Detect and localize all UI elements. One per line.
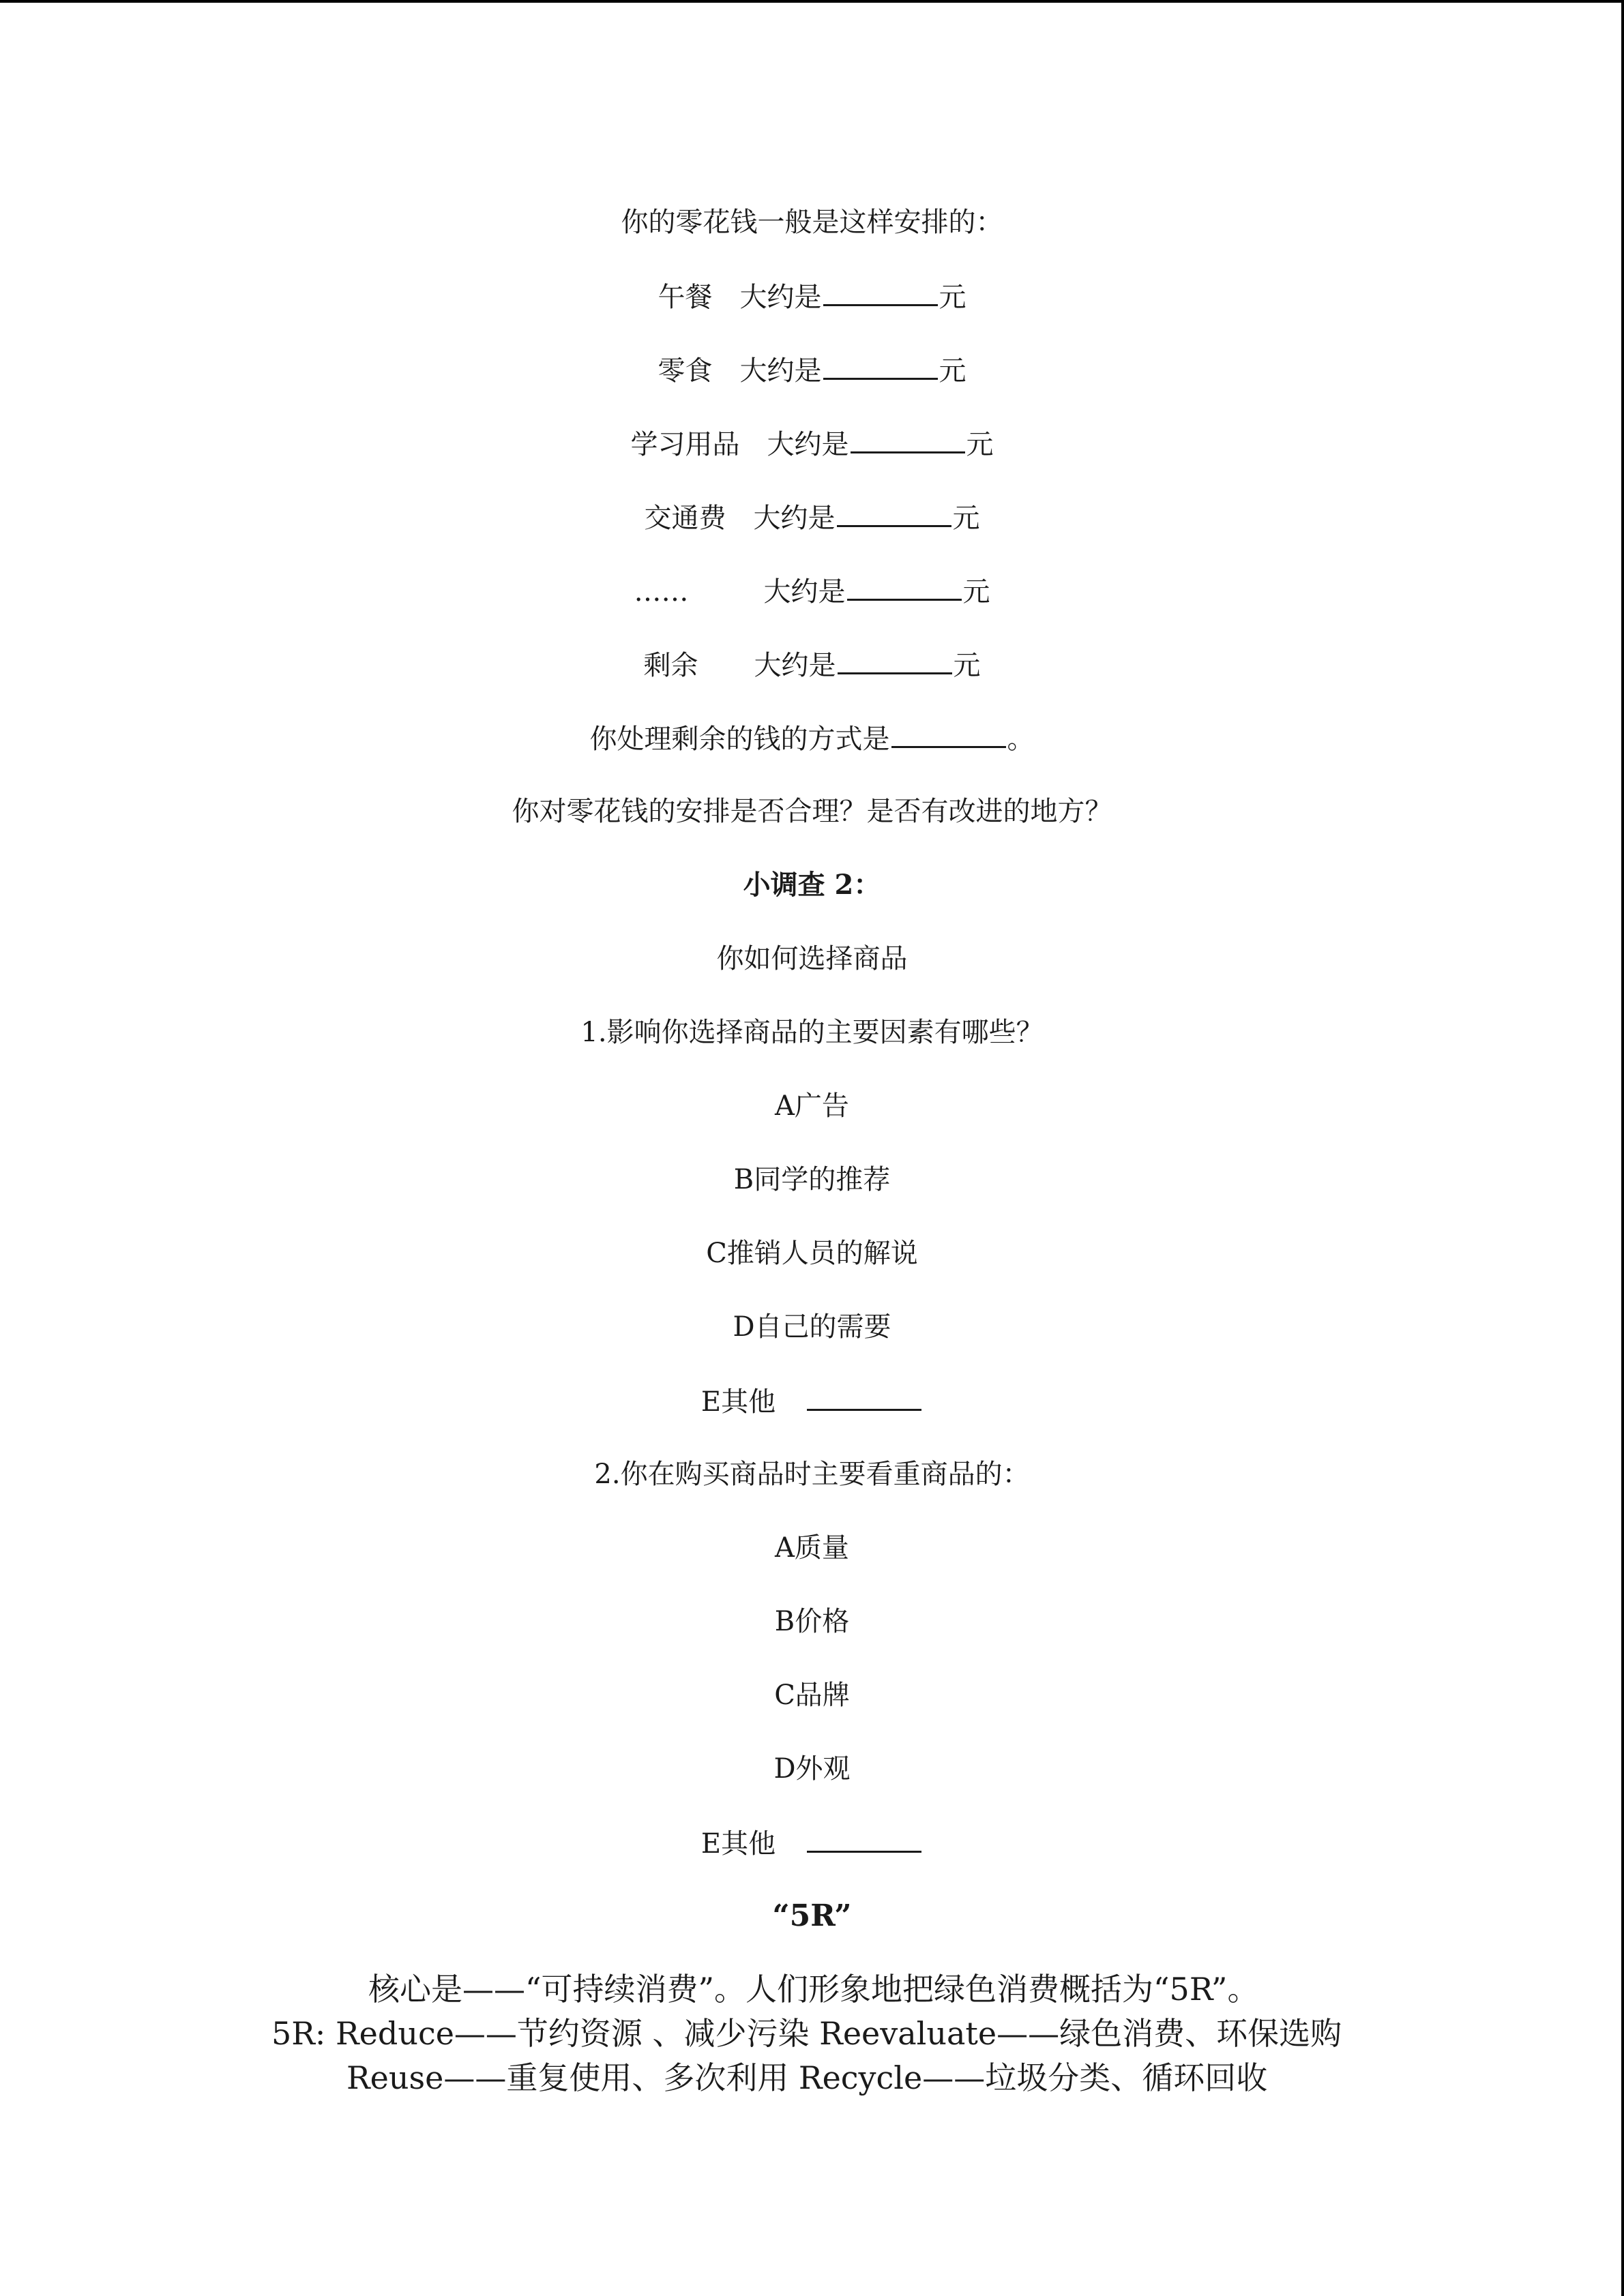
budget-row-lunch — [0, 277, 1624, 316]
q1-option-a[interactable]: A广告 — [775, 1090, 849, 1122]
budget-item-label: 剩余 — [643, 650, 698, 681]
page-top-border — [0, 0, 1624, 3]
q1-other-blank[interactable] — [807, 1382, 921, 1411]
budget-item-label: 午餐 — [658, 282, 713, 313]
budget-item-label: 交通费 — [644, 503, 726, 534]
budget-unit: 元 — [939, 355, 966, 387]
q2-other-blank[interactable] — [807, 1823, 921, 1853]
q1-option-e-label: E其他 — [700, 1386, 776, 1418]
survey2-subtitle: 你如何选择商品 — [716, 943, 908, 974]
q2-option-d[interactable]: D外观 — [773, 1753, 851, 1785]
budget-amount-blank[interactable] — [823, 277, 938, 306]
remaining-method-blank[interactable] — [891, 719, 1006, 748]
budget-amount-label: 大约是 — [754, 650, 836, 681]
budget-amount-label: 大约是 — [763, 576, 846, 608]
budget-amount-label: 大约是 — [739, 355, 822, 387]
five-r-line-reduce: 5R: Reduce——节约资源 、减少污染 Reevaluate——绿色消费、环保选购 — [271, 2015, 1342, 2052]
budget-unit: 元 — [966, 429, 994, 460]
pocket-money-intro: 你的零花钱一般是这样安排的： — [621, 207, 1003, 238]
budget-amount-label: 大约是 — [739, 282, 822, 313]
q1-option-c[interactable]: C推销人员的解说 — [706, 1238, 918, 1269]
budget-unit: 元 — [962, 576, 990, 608]
budget-item-label: …… — [634, 576, 689, 608]
budget-unit: 元 — [953, 650, 981, 681]
survey2-title: 小调查 2： — [743, 869, 881, 901]
budget-unit: 元 — [939, 282, 966, 313]
q2-option-e-label: E其他 — [700, 1828, 776, 1860]
budget-amount-blank[interactable] — [823, 351, 938, 380]
remaining-question-text: 你处理剩余的钱的方式是 — [589, 724, 890, 755]
budget-item-label: 零食 — [658, 355, 713, 387]
q2-option-b[interactable]: B价格 — [774, 1606, 850, 1637]
budget-amount-label: 大约是 — [767, 429, 849, 460]
budget-row-snacks — [0, 351, 1624, 390]
budget-item-label: 学习用品 — [630, 429, 740, 460]
remaining-money-question — [0, 719, 1624, 758]
budget-amount-blank[interactable] — [838, 645, 952, 674]
page-right-border — [1621, 0, 1624, 2296]
survey2-question-2: 2.你在购买商品时主要看重商品的： — [594, 1459, 1030, 1490]
reflection-question: 你对零花钱的安排是否合理？是否有改进的地方？ — [512, 796, 1112, 827]
q1-option-e[interactable] — [0, 1382, 1624, 1421]
q2-option-c[interactable]: C品牌 — [774, 1680, 850, 1711]
q1-option-d[interactable]: D自己的需要 — [733, 1311, 891, 1343]
budget-row-other — [0, 571, 1624, 611]
budget-amount-blank[interactable] — [847, 571, 962, 601]
five-r-line-reuse: Reuse——重复使用、多次利用 Recycle——垃圾分类、循环回收 — [346, 2059, 1268, 2096]
budget-row-remaining — [0, 645, 1624, 685]
budget-amount-label: 大约是 — [753, 503, 836, 534]
budget-amount-blank[interactable] — [837, 498, 951, 527]
budget-row-transport — [0, 498, 1624, 537]
five-r-title: “5R” — [772, 1898, 852, 1933]
five-r-core-text: 核心是——“可持续消费”。人们形象地把绿色消费概括为“5R”。 — [368, 1971, 1259, 2008]
q1-option-b[interactable]: B同学的推荐 — [733, 1164, 891, 1195]
q2-option-e[interactable] — [0, 1823, 1624, 1863]
budget-amount-blank[interactable] — [851, 424, 965, 453]
remaining-question-end: 。 — [1007, 724, 1035, 755]
budget-row-supplies — [0, 424, 1624, 464]
q2-option-a[interactable]: A质量 — [775, 1532, 849, 1564]
survey2-question-1: 1.影响你选择商品的主要因素有哪些？ — [580, 1017, 1044, 1048]
budget-unit: 元 — [952, 503, 980, 534]
